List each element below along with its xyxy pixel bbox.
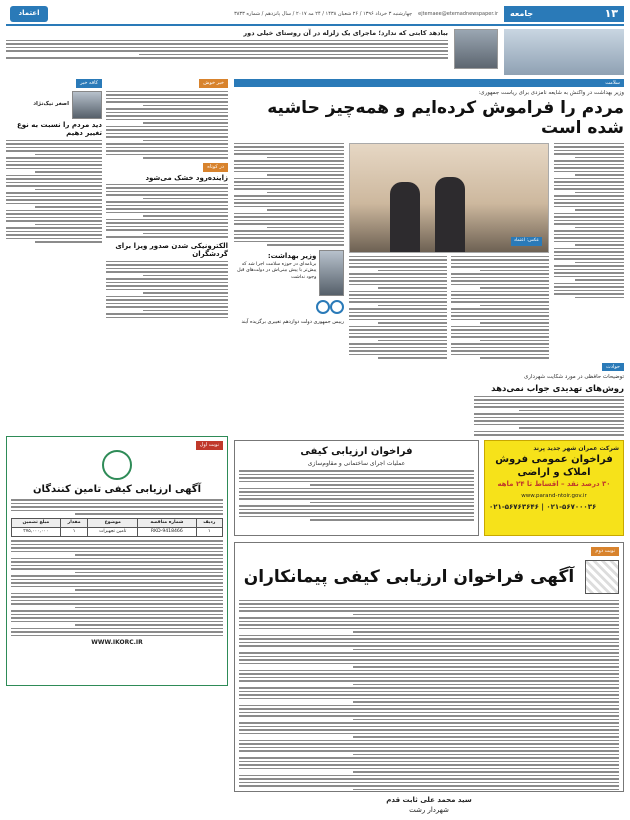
sub-quote: برنامه‌ای در حوزه سلامت اجرا شد که پیش‌تر با پیش بینی‌اش در دولت‌های قبل وجود نداشت <box>237 261 317 280</box>
header-issue-info: چهارشنبه ۳ خرداد ۱۳۹۶ / ۲۶ شعبان ۱۴۳۸ / ۲۴ مه ۲۰۱۷ / سال پانزدهم / شماره ۳۸۳۳ <box>234 10 413 17</box>
table-header: ردیف <box>196 518 222 527</box>
photo-tag: عکس: اعتماد <box>511 237 542 245</box>
notice-1-title: فراخوان ارزیابی کیفی <box>300 445 413 457</box>
main-column <box>234 79 624 814</box>
banner-title: ببادهد کابتی که ندارد؛ ماجرای یک زلزله در آن روستای خیلی دور <box>243 29 448 37</box>
minister-portrait <box>319 250 344 296</box>
yellow-ad-title: فراخوان عمومی فروش املاک و اراضی <box>495 453 613 479</box>
notice-ad-1 <box>234 440 479 536</box>
side-title-2: زاینده‌رود خشک می‌شود <box>145 173 228 182</box>
table-header: شماره مناقصه <box>138 518 196 527</box>
table-cell: RKD-9418466 <box>138 528 196 537</box>
company-logo-icon <box>102 450 132 480</box>
green-ad <box>6 436 228 686</box>
author-avatar <box>72 91 102 119</box>
banner-text <box>6 29 448 75</box>
top-banner <box>6 29 624 75</box>
main-headline: مردم را فراموش کرده‌ایم و همه‌چیز حاشیه شده است <box>267 98 624 138</box>
section-tab <box>504 6 624 22</box>
table-cell: ۲۷۵,۰۰۰,۰۰۰ <box>12 528 61 537</box>
main-label: سلامت <box>605 79 620 86</box>
side-title-1: دید مردم را نسبت به نوع تغییر دهیم <box>17 120 102 138</box>
page-number: ۱۳ <box>604 6 618 20</box>
table-header: موضوع <box>88 518 138 527</box>
yellow-brand: شرکت عمران شهر جدید پرند <box>533 444 619 452</box>
threat-headline: روش‌های تهدیدی جواب نمی‌دهد <box>491 383 624 394</box>
yellow-ad <box>484 440 624 536</box>
side-label-news: خبر خوش <box>199 79 228 88</box>
main-left-text <box>554 143 624 359</box>
banner-portrait <box>454 29 498 69</box>
quote-circle-icon <box>316 300 330 314</box>
yellow-red-line: ۳۰ درصد نقد – اقساط تا ۲۴ ماهه <box>497 479 611 488</box>
threat-section <box>474 363 624 436</box>
table-cell: تامین تجهیزات <box>88 528 138 537</box>
contractor-org: شهردار رشت <box>409 805 449 814</box>
header-email[interactable]: ejtemaee@etemadnewspaper.ir <box>418 10 498 17</box>
side-quote: رییس جمهوری دولت دوازدهم تغییری برگزیده آیند <box>241 318 344 325</box>
yellow-url[interactable]: www.parand-ntoir.gov.ir <box>521 493 587 500</box>
green-ad-title: آگهی ارزیابی کیفی تامین کنندگان <box>32 483 202 495</box>
main-sidebar-text <box>234 143 344 359</box>
table-row <box>12 528 223 537</box>
side-column <box>6 79 228 792</box>
author-name: اصغر نیک‌نژاد <box>33 101 69 108</box>
main-photo <box>349 143 549 253</box>
contractor-ad <box>234 542 624 814</box>
table-cell: ۱ <box>60 528 88 537</box>
table-header: مبلغ تضمین <box>12 518 61 527</box>
main-kicker: وزیر بهداشت در واکنش به شایعه نامزدی برای ریاست جمهوری: <box>478 90 624 96</box>
side-label-bottom: در کوتاه <box>203 163 228 172</box>
green-ad-label: نوبت اول <box>196 441 223 450</box>
green-ad-table <box>11 518 223 537</box>
section-name: جامعه <box>510 8 534 18</box>
municipality-logo-icon <box>585 560 619 594</box>
main-label-bar <box>234 79 624 87</box>
banner-image <box>504 29 624 75</box>
side-label-top: کافه خبر <box>76 79 102 88</box>
side-column-author <box>6 79 102 318</box>
newspaper-logo: اعتماد <box>10 6 48 22</box>
contractor-label: نوبت دوم <box>591 547 619 556</box>
side-news-block <box>106 79 228 318</box>
page-header <box>6 4 624 26</box>
table-cell: ۱ <box>196 528 222 537</box>
side-title-3: الکترونیکی شدن صدور ویزا برای گردشگران <box>115 241 228 259</box>
contractor-signature: سید محمد علی ثابت قدم <box>386 796 472 805</box>
notice-1-sub: عملیات اجرای ساختمانی و مقاوم‌سازی <box>307 460 406 468</box>
threat-label: حوادث <box>602 363 624 372</box>
sub-label: وزیر بهداشت: <box>267 251 317 260</box>
yellow-phone: ۰۲۱-۵۶۷۶۳۶۴۶ | ۰۲۱-۵۶۷۰۰۰۳۶ <box>489 502 597 511</box>
green-ad-footer[interactable]: WWW.IKORC.IR <box>91 639 143 647</box>
table-header: مقدار <box>60 518 88 527</box>
banner-body <box>6 40 448 59</box>
contractor-title: آگهی فراخوان ارزیابی کیفی پیمانکاران <box>243 566 575 587</box>
threat-kicker: توضیحات حافظی در مورد شکایت شهرداری <box>523 374 624 381</box>
quote-circle-icon <box>330 300 344 314</box>
